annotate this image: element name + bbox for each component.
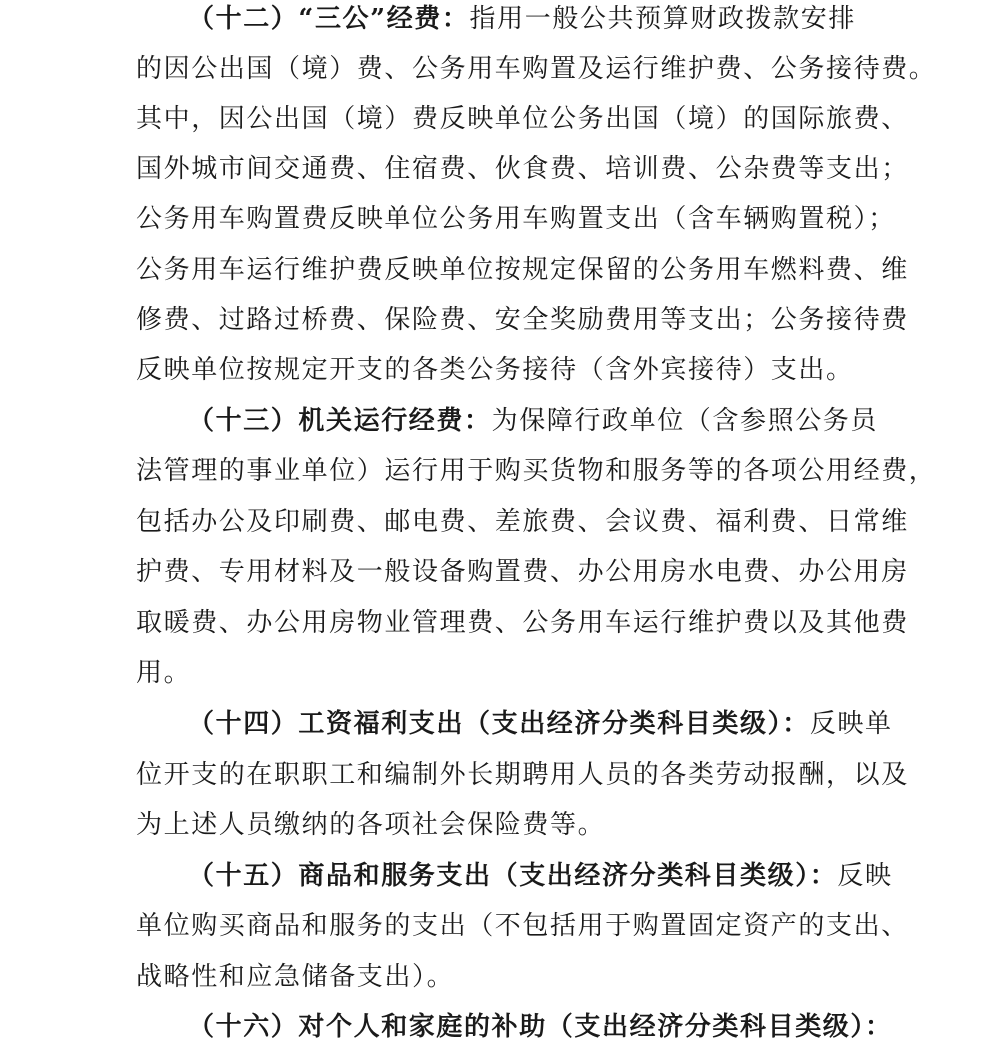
paragraph-text: 指用一般公共预算财政拨款安排	[469, 4, 856, 34]
paragraph-line: 包括办公及印刷费、邮电费、差旅费、会议费、福利费、日常维	[136, 507, 909, 537]
paragraph-line: 公务用车购置费反映单位公务用车购置支出（含车辆购置税）；	[136, 204, 896, 234]
section-heading: （十六）对个人和家庭的补助（支出经济分类科目类级）：	[188, 1012, 893, 1042]
paragraph-line: 法管理的事业单位）运行用于购买货物和服务等的各项公用经费，	[136, 456, 937, 486]
paragraph-line: 国外城市间交通费、住宿费、伙食费、培训费、公杂费等支出；	[136, 154, 909, 184]
paragraph-line: 战略性和应急储备支出）。	[136, 962, 455, 992]
paragraph-line	[188, 857, 893, 895]
paragraph-line: 护费、专用材料及一般设备购置费、办公用房水电费、办公用房	[136, 557, 909, 587]
paragraph-line: 取暖费、办公用房物业管理费、公务用车运行维护费以及其他费	[136, 608, 909, 638]
paragraph-line: 公务用车运行维护费反映单位按规定保留的公务用车燃料费、维	[136, 255, 909, 285]
paragraph-text: 为保障行政单位（含参照公务员	[491, 406, 879, 436]
section-heading: （十三）机关运行经费：	[188, 406, 492, 436]
section-heading: （十四）工资福利支出（支出经济分类科目类级）：	[188, 709, 810, 739]
paragraph-line: 用。	[136, 658, 192, 688]
section-heading: （十二）“三公”经费：	[188, 4, 470, 34]
paragraph-text: 反映	[837, 861, 893, 891]
paragraph-line	[188, 1008, 893, 1046]
paragraph-line: 单位购买商品和服务的支出（不包括用于购置固定资产的支出、	[136, 911, 909, 941]
paragraph-line: 反映单位按规定开支的各类公务接待（含外宾接待）支出。	[136, 355, 854, 385]
paragraph-line	[188, 402, 878, 440]
paragraph-line	[188, 0, 856, 38]
section-heading: （十五）商品和服务支出（支出经济分类科目类级）：	[188, 861, 838, 891]
paragraph-line: 其中，因公出国（境）费反映单位公务出国（境）的国际旅费、	[136, 104, 909, 134]
paragraph-line: 为上述人员缴纳的各项社会保险费等。	[136, 810, 606, 840]
paragraph-text: 反映单	[809, 709, 893, 739]
paragraph-line: 的因公出国（境）费、公务用车购置及运行维护费、公务接待费。	[136, 54, 937, 84]
paragraph-line	[188, 705, 893, 743]
paragraph-line: 位开支的在职职工和编制外长期聘用人员的各类劳动报酬，以及	[136, 760, 909, 790]
paragraph-line: 修费、过路过桥费、保险费、安全奖励费用等支出；公务接待费	[136, 305, 909, 335]
